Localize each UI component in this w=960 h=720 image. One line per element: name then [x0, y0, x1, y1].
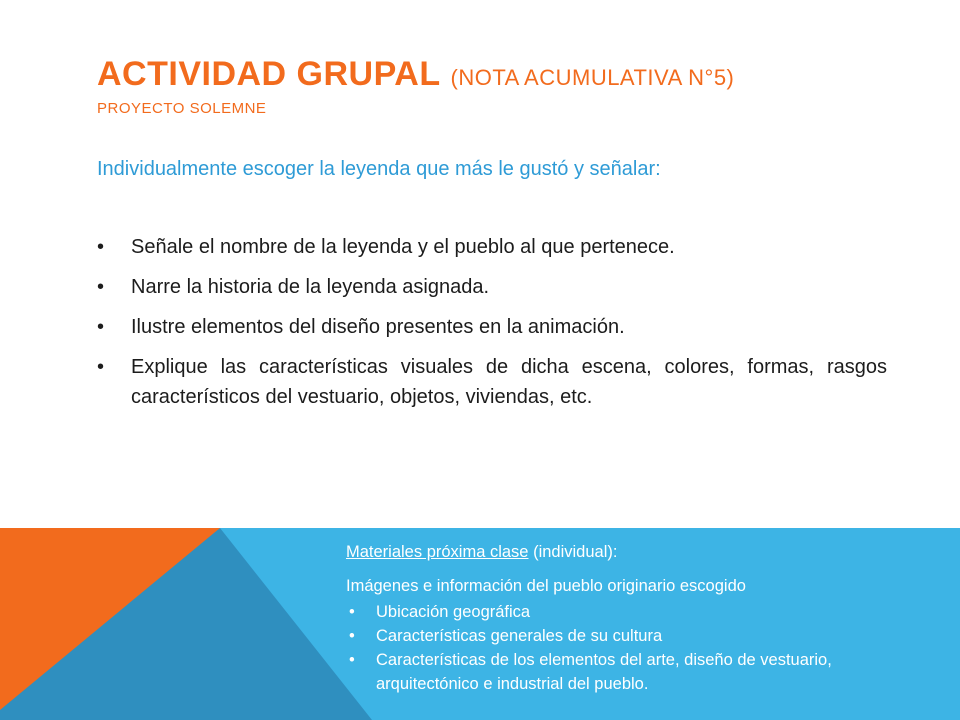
materials-lead: Imágenes e información del pueblo originario escogido — [346, 577, 746, 595]
materials-box — [346, 540, 936, 696]
list-item — [97, 272, 887, 302]
title-block — [97, 54, 917, 118]
bullet-icon: • — [349, 627, 355, 645]
materials-heading-rest: (individual): — [528, 543, 618, 561]
bullet-icon: • — [97, 276, 105, 298]
materials-list — [346, 600, 936, 696]
list-item — [346, 648, 936, 696]
bullet-icon: • — [97, 356, 105, 378]
bullet-icon: • — [97, 236, 105, 258]
list-item — [97, 352, 887, 412]
list-item-text: Señale el nombre de la leyenda y el pueblo al que pertenece. — [131, 236, 675, 258]
bullet-icon: • — [349, 651, 355, 669]
list-item — [97, 312, 887, 342]
slide-subtitle: PROYECTO SOLEMNE — [97, 100, 267, 117]
title-note-text: (NOTA ACUMULATIVA N°5) — [450, 65, 735, 90]
list-item-text: Ubicación geográfica — [376, 603, 531, 621]
bullet-icon: • — [349, 603, 355, 621]
bullet-icon: • — [97, 316, 105, 338]
list-item-text: Características de los elementos del arte, diseño de vestuario, arquitectónico e industrial del pueblo. — [376, 651, 832, 693]
task-list — [97, 232, 887, 422]
list-item-text: Explique las características visuales de dicha escena, colores, formas, rasgos característicos del vestuario, objetos, viviendas, etc. — [131, 356, 887, 408]
title-main-text: ACTIVIDAD GRUPAL — [97, 55, 441, 93]
list-item — [346, 624, 936, 648]
list-item-text: Características generales de su cultura — [376, 627, 663, 645]
materials-heading-link: Materiales próxima clase — [346, 543, 529, 561]
footer-band — [0, 528, 960, 720]
intro-text: Individualmente escoger la leyenda que más le gustó y señalar: — [97, 158, 661, 180]
list-item-text: Narre la historia de la leyenda asignada. — [131, 276, 489, 298]
materials-heading — [346, 540, 936, 564]
list-item — [346, 600, 936, 624]
slide-title — [97, 54, 917, 98]
list-item-text: Ilustre elementos del diseño presentes en la animación. — [131, 316, 625, 338]
list-item — [97, 232, 887, 262]
